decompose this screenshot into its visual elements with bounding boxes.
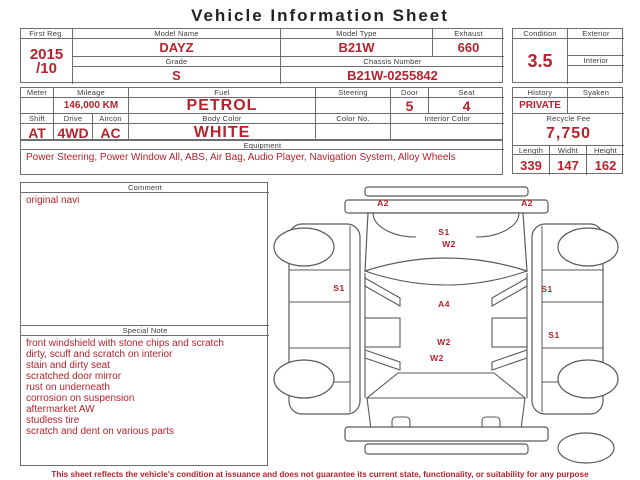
length-value: 339 (513, 155, 550, 175)
special-note-item: studless tire (26, 415, 80, 426)
diagram-label: A2 (521, 198, 533, 208)
fuel-value: PETROL (129, 98, 316, 114)
special-note-item: corrosion on suspension (26, 393, 135, 404)
chassis-number-value: B21W-0255842 (347, 68, 438, 83)
height-header: Height (587, 146, 624, 155)
identification-table (20, 28, 503, 83)
recycle-fee-value: 7,750 (513, 123, 624, 146)
special-note-item: stain and dirty seat (26, 360, 110, 371)
diagram-label: W2 (442, 239, 456, 249)
special-note-item: dirty, scuff and scratch on interior (26, 349, 173, 360)
diagram-label: W2 (437, 337, 451, 347)
interior-color-header: Interior Color (391, 114, 504, 124)
exterior-value (568, 39, 624, 56)
equipment-value: Power Steering, Power Window All, ABS, Air Bag, Audio Player, Navigation System, Alloy Wheels (26, 152, 456, 163)
model-name-value: DAYZ (73, 39, 281, 57)
interior-color-value (391, 124, 504, 141)
syaken-value (568, 98, 624, 114)
special-note-item: front windshield with stone chips and scratch (26, 338, 224, 349)
model-name-header: Model Name (73, 29, 281, 39)
condition-value: 3.5 (513, 39, 568, 84)
first-reg-value: 2015 /10 (21, 39, 73, 84)
history-recycle-dimensions (512, 87, 623, 174)
color-no-value (316, 124, 391, 141)
equipment-box (20, 140, 503, 175)
comment-value: original navi (26, 195, 80, 206)
special-note-item: scratch and dent on various parts (26, 426, 174, 437)
interior-value (568, 66, 624, 84)
comment-header: Comment (21, 183, 269, 193)
special-note-item: aftermarket AW (26, 404, 95, 415)
grade-header: Grade (73, 57, 281, 67)
color-no-header: Color No. (316, 114, 391, 124)
first-reg-header: First Reg. (21, 29, 73, 39)
steering-header: Steering (316, 88, 391, 98)
diagram-label: A4 (438, 299, 450, 309)
shift-header: Shift (21, 114, 54, 124)
page-title: Vehicle Information Sheet (191, 6, 449, 25)
diagram-label: S1 (333, 283, 345, 293)
fuel-header: Fuel (129, 88, 316, 98)
meter-value (21, 98, 54, 114)
body-color-header: Body Color (129, 114, 316, 124)
body-color-value: WHITE (129, 124, 316, 141)
aircon-value: AC (93, 124, 129, 141)
equipment-header: Equipment (21, 141, 504, 150)
special-note-item: scratched door mirror (26, 371, 122, 382)
comment-special-note-box (20, 182, 268, 466)
drive-header: Drive (54, 114, 93, 124)
car-diagram-art (270, 182, 635, 466)
exhaust-header: Exhaust (433, 29, 504, 39)
aircon-header: Aircon (93, 114, 129, 124)
special-note-item: rust on underneath (26, 382, 110, 393)
grade-value: S (73, 67, 281, 84)
width-header: Widht (550, 146, 587, 155)
length-header: Length (513, 146, 550, 155)
meter-header: Meter (21, 88, 54, 98)
specs-table (20, 87, 503, 140)
condition-header: Condition (513, 29, 568, 39)
special-note-header: Special Note (21, 325, 269, 336)
steering-value (316, 98, 391, 114)
model-type-value: B21W (281, 39, 433, 57)
interior-header: Interior (568, 56, 624, 66)
mileage-header: Mileage (54, 88, 129, 98)
car-diagram (270, 182, 635, 466)
door-value: 5 (391, 98, 429, 114)
condition-box (512, 28, 623, 83)
syaken-header: Syaken (568, 88, 624, 98)
diagram-label: S1 (541, 284, 553, 294)
diagram-label: S1 (438, 227, 450, 237)
width-value: 147 (550, 155, 587, 175)
exhaust-value: 660 (433, 39, 504, 57)
diagram-label: A2 (377, 198, 389, 208)
mileage-value: 146,000 KM (54, 98, 129, 114)
seat-header: Seat (429, 88, 504, 98)
history-header: History (513, 88, 568, 98)
diagram-label: W2 (430, 353, 444, 363)
recycle-fee-header: Recycle Fee (546, 114, 591, 123)
door-header: Door (391, 88, 429, 98)
drive-value: 4WD (54, 124, 93, 141)
diagram-label: S1 (548, 330, 560, 340)
disclaimer-text: This sheet reflects the vehicle's condition at issuance and does not guarantee its current state, functionality, or suitability for any purpose (51, 470, 589, 479)
chassis-number-header: Chassis Number (281, 57, 504, 67)
exterior-header: Exterior (568, 29, 624, 39)
history-value: PRIVATE (513, 98, 568, 114)
model-type-header: Model Type (281, 29, 433, 39)
special-note-list (21, 336, 269, 467)
shift-value: AT (21, 124, 54, 141)
height-value: 162 (594, 157, 617, 173)
seat-value: 4 (429, 98, 504, 114)
